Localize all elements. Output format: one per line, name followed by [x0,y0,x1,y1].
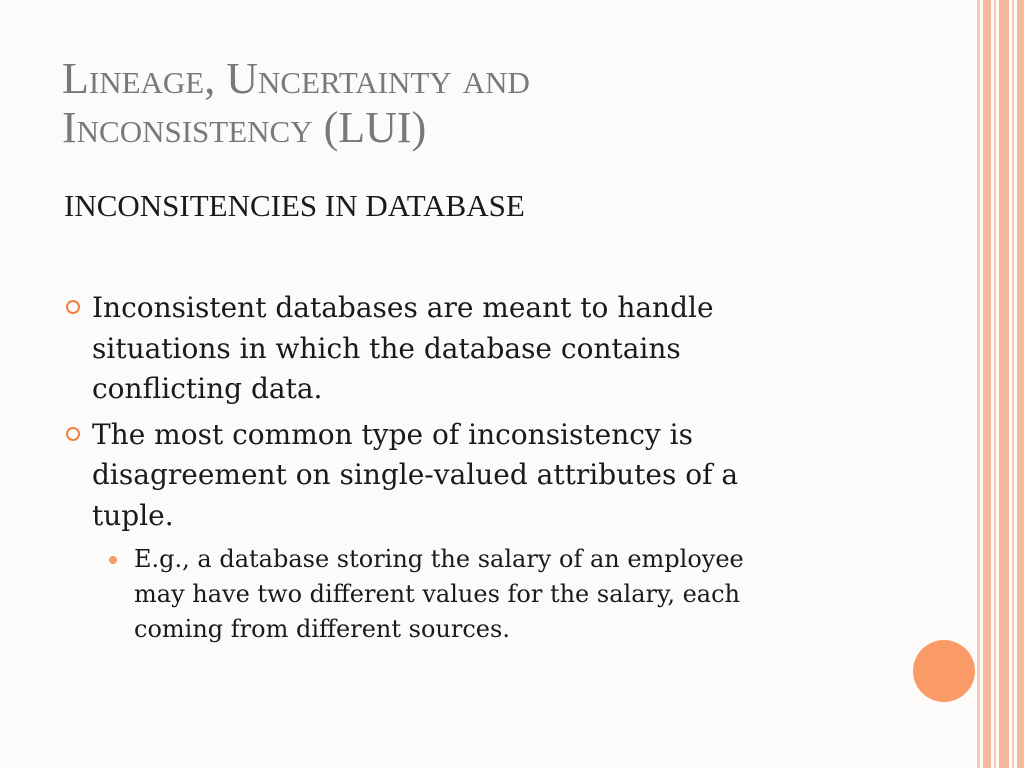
slide-title-line: Lineage, Uncertainty and [62,54,530,103]
slide-title [62,54,902,152]
bullet-text-line: tuple. [92,498,174,532]
decorative-stripe [1012,0,1014,768]
sub-bullet-text-line: may have two different values for the salary, each [134,580,741,608]
sub-bullet-text-line: E.g., a database storing the salary of an employee [134,545,744,573]
bullet-text-line: situations in which the database contains [92,331,681,365]
bullet-item [60,288,820,410]
bullet-text-line: disagreement on single-valued attributes of a [92,458,739,491]
bullet-ring-icon [66,427,80,441]
bullet-item [60,415,820,648]
decorative-stripe [983,0,991,768]
decorative-stripe [977,0,980,768]
decorative-stripe [999,0,1009,768]
sub-bullet-dot-icon [109,556,117,564]
decorative-stripe [1017,0,1024,768]
decorative-stripe [994,0,996,768]
sub-bullet-list [92,542,820,647]
bullet-list [60,288,820,652]
slide-subtitle: INCONSITENCIES IN DATABASE [64,188,525,223]
sub-bullet-item [92,542,820,647]
sub-bullet-text-line: coming from different sources. [134,615,510,643]
bullet-text-line: The most common type of inconsistency is [92,417,693,451]
decorative-orb-icon [913,640,975,702]
slide-title-line: Inconsistency (LUI) [62,103,427,152]
bullet-text-line: conflicting data. [92,372,323,405]
bullet-text-line: Inconsistent databases are meant to handle [92,291,714,324]
bullet-ring-icon [66,300,80,314]
